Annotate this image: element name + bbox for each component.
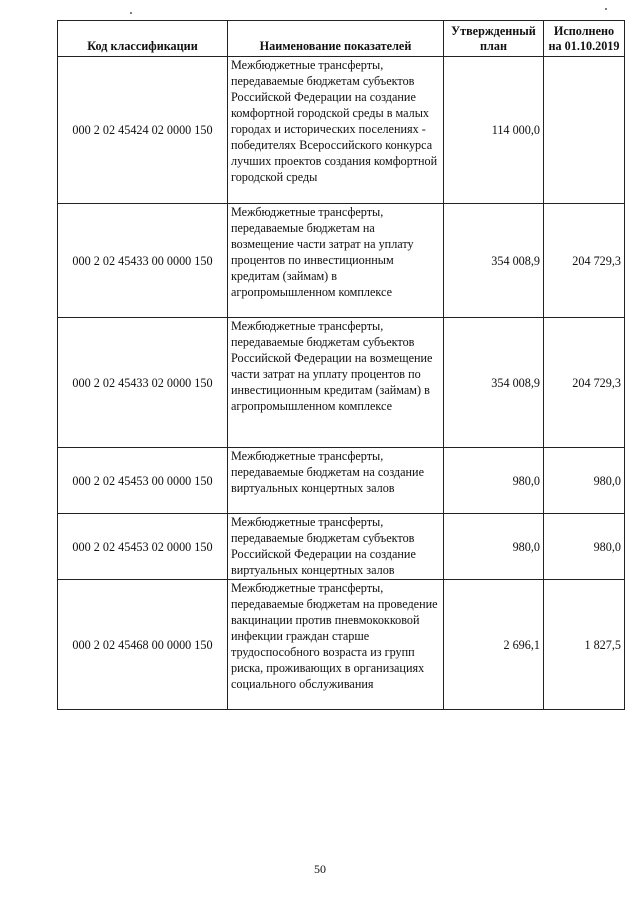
row-done: 1 827,5	[544, 580, 625, 710]
row-plan: 354 008,9	[444, 204, 544, 318]
row-name: Межбюджетные трансферты, передаваемые бюджетам субъектов Российской Федерации на создание виртуальных концертных залов	[228, 514, 444, 580]
scan-speck	[130, 12, 132, 14]
row-done: 204 729,3	[544, 318, 625, 448]
row-plan: 114 000,0	[444, 57, 544, 204]
table-row	[58, 57, 625, 204]
row-code: 000 2 02 45433 00 0000 150	[58, 204, 228, 318]
row-name: Межбюджетные трансферты, передаваемые бюджетам на проведение вакцинации против пневмококковой инфекции граждан старше трудоспособного возраста из групп риска, проживающих в организациях социального обслуживания	[228, 580, 444, 710]
row-plan: 2 696,1	[444, 580, 544, 710]
row-done	[544, 57, 625, 204]
row-plan: 980,0	[444, 448, 544, 514]
row-name: Межбюджетные трансферты, передаваемые бюджетам субъектов Российской Федерации на возмещение части затрат на уплату процентов по инвестиционным кредитам (займам) в агропромышленном комплексе	[228, 318, 444, 448]
scan-speck	[605, 8, 607, 10]
row-code: 000 2 02 45453 02 0000 150	[58, 514, 228, 580]
row-name: Межбюджетные трансферты, передаваемые бюджетам субъектов Российской Федерации на создание комфортной городской среды в малых городах и исторических поселениях - победителях Всероссийского конкурса лучших проектов создания комфортной городской среды	[228, 57, 444, 204]
table-row	[58, 514, 625, 580]
row-code: 000 2 02 45433 02 0000 150	[58, 318, 228, 448]
row-name: Межбюджетные трансферты, передаваемые бюджетам на создание виртуальных концертных залов	[228, 448, 444, 514]
table-row	[58, 318, 625, 448]
table-header-row	[58, 21, 625, 57]
header-plan: Утвержденный план	[444, 21, 544, 57]
row-plan: 354 008,9	[444, 318, 544, 448]
row-done: 980,0	[544, 514, 625, 580]
header-code: Код классификации	[58, 21, 228, 57]
page-number: 50	[314, 862, 326, 876]
table-row	[58, 448, 625, 514]
row-code: 000 2 02 45468 00 0000 150	[58, 580, 228, 710]
budget-table	[57, 20, 625, 710]
header-done: Исполнено на 01.10.2019	[544, 21, 625, 57]
table-row	[58, 204, 625, 318]
table-row	[58, 580, 625, 710]
row-plan: 980,0	[444, 514, 544, 580]
header-name: Наименование показателей	[228, 21, 444, 57]
row-code: 000 2 02 45453 00 0000 150	[58, 448, 228, 514]
row-done: 980,0	[544, 448, 625, 514]
row-code: 000 2 02 45424 02 0000 150	[58, 57, 228, 204]
row-name: Межбюджетные трансферты, передаваемые бюджетам на возмещение части затрат на уплату процентов по инвестиционным кредитам (займам) в агропромышленном комплексе	[228, 204, 444, 318]
row-done: 204 729,3	[544, 204, 625, 318]
